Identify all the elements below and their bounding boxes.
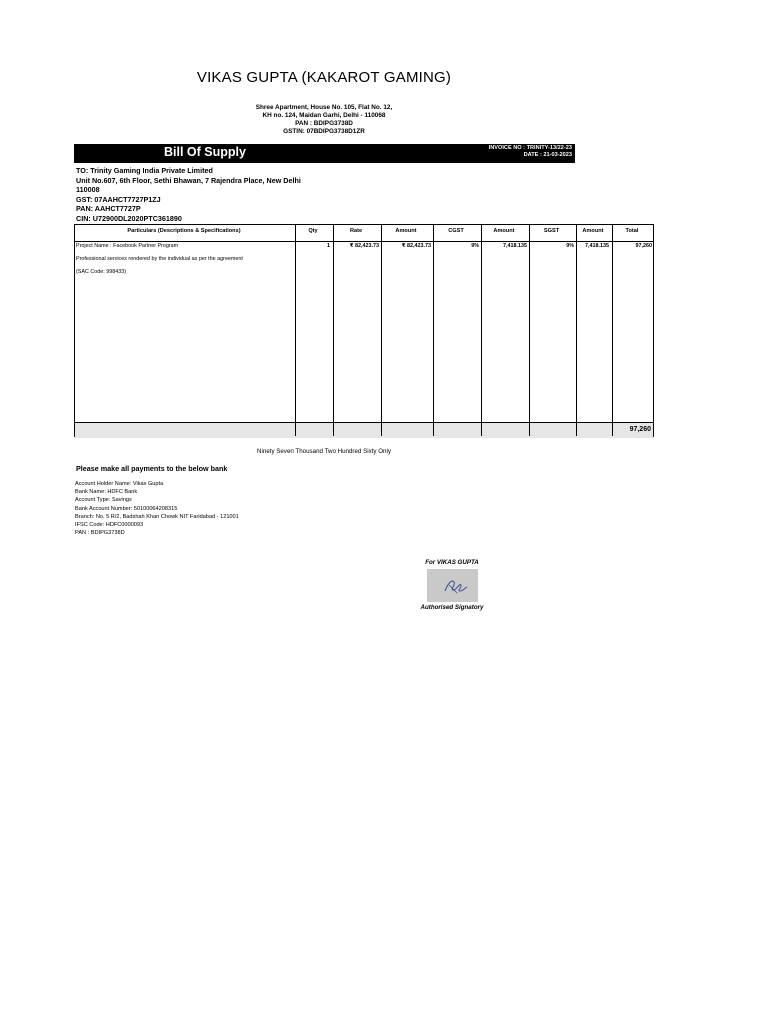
signature-for: For VIKAS GUPTA	[425, 559, 479, 566]
item-sgst-rate: 9%	[566, 243, 574, 249]
column-divider	[612, 225, 613, 436]
item-sgst-amount: 7,418.135	[585, 243, 609, 249]
recipient-pan: PAN: AAHCT7727P	[76, 204, 141, 213]
header-qty: Qty	[308, 228, 318, 234]
column-divider	[295, 225, 296, 436]
item-cgst-rate: 9%	[471, 243, 479, 249]
header-sgst: SGST	[543, 228, 560, 234]
signature-scribble	[427, 569, 478, 602]
grand-total: 97,260	[629, 426, 651, 433]
header-cgst-amount: Amount	[493, 228, 515, 234]
recipient-name: TO: Trinity Gaming India Private Limited	[76, 166, 213, 175]
header-sgst-amount: Amount	[582, 228, 604, 234]
header-amount: Amount	[395, 228, 417, 234]
bank-name: Bank Name: HDFC Bank	[75, 489, 138, 496]
company-gstin: GSTIN: 07BDIPG3738D1ZR	[283, 128, 365, 135]
header-total: Total	[625, 228, 639, 234]
header-particulars: Particulars (Descriptions & Specifications)	[127, 228, 241, 234]
item-rate: ₹ 82,423.73	[349, 243, 379, 249]
recipient-gst: GST: 07AAHCT7727P1ZJ	[76, 194, 161, 204]
invoice-number: INVOICE NO : TRINITY-13/22-23	[488, 145, 572, 151]
invoice-date: DATE : 21-03-2023	[523, 152, 572, 159]
recipient-block	[76, 166, 301, 223]
recipient-address: Unit No.607, 6th Floor, Sethi Bhawan, 7 Rajendra Place, New Delhi	[76, 175, 301, 185]
item-cgst-amount: 7,418.135	[503, 243, 527, 249]
column-divider	[333, 225, 334, 436]
column-divider	[433, 225, 434, 436]
payer-pan: PAN : BDIPG3738D	[75, 530, 125, 537]
payment-heading: Please make all payments to the below bank	[76, 464, 228, 473]
header-cgst: CGST	[448, 228, 464, 234]
amount-in-words: Ninety Seven Thousand Two Hundred Sixty Only	[257, 448, 391, 455]
column-divider	[381, 225, 382, 436]
document-title: Bill Of Supply	[164, 145, 246, 159]
account-number: Bank Account Number: 50100064208315	[75, 505, 178, 512]
account-type: Account Type: Savings	[75, 497, 132, 504]
bank-branch: Branch: No. 5 R/2, Badshah Khan Chowk NIT Faridabad - 121001	[75, 513, 239, 520]
recipient-cin: CIN: U72900DL2020PTC361890	[76, 213, 182, 223]
column-divider	[529, 225, 530, 436]
item-description: Professional services rendered by the individual as per the agreement	[76, 256, 243, 262]
recipient-pincode: 110008	[76, 185, 100, 194]
item-amount: ₹ 82,423.73	[401, 243, 431, 249]
invoice-meta	[489, 145, 572, 160]
company-address	[0, 104, 648, 136]
column-divider	[576, 225, 577, 436]
document-title-bar	[74, 144, 575, 163]
header-rate: Rate	[349, 228, 363, 234]
account-holder: Account Holder Name: Vikas Gupta	[75, 481, 164, 487]
item-qty: 1	[327, 243, 330, 249]
address-line: KH no. 124, Maidan Garhi, Delhi - 110068	[262, 112, 386, 119]
company-title: VIKAS GUPTA (KAKAROT GAMING)	[196, 69, 452, 86]
signature-image	[427, 569, 478, 602]
table-footer	[75, 422, 653, 438]
company-pan: PAN : BDIPG3738D	[295, 120, 353, 127]
item-sac-code: (SAC Code: 998433)	[76, 269, 127, 275]
address-line: Shree Apartment, House No. 105, Flat No. 12,	[255, 104, 393, 111]
item-total: 97,260	[635, 243, 652, 249]
signature-label: Authorised Signatory	[420, 604, 484, 611]
ifsc-code: IFSC Code: HDFC0000093	[75, 522, 144, 529]
bank-details	[75, 480, 239, 537]
item-project-name: Project Name : Facebook Partner Program	[76, 243, 179, 249]
column-divider	[481, 225, 482, 436]
